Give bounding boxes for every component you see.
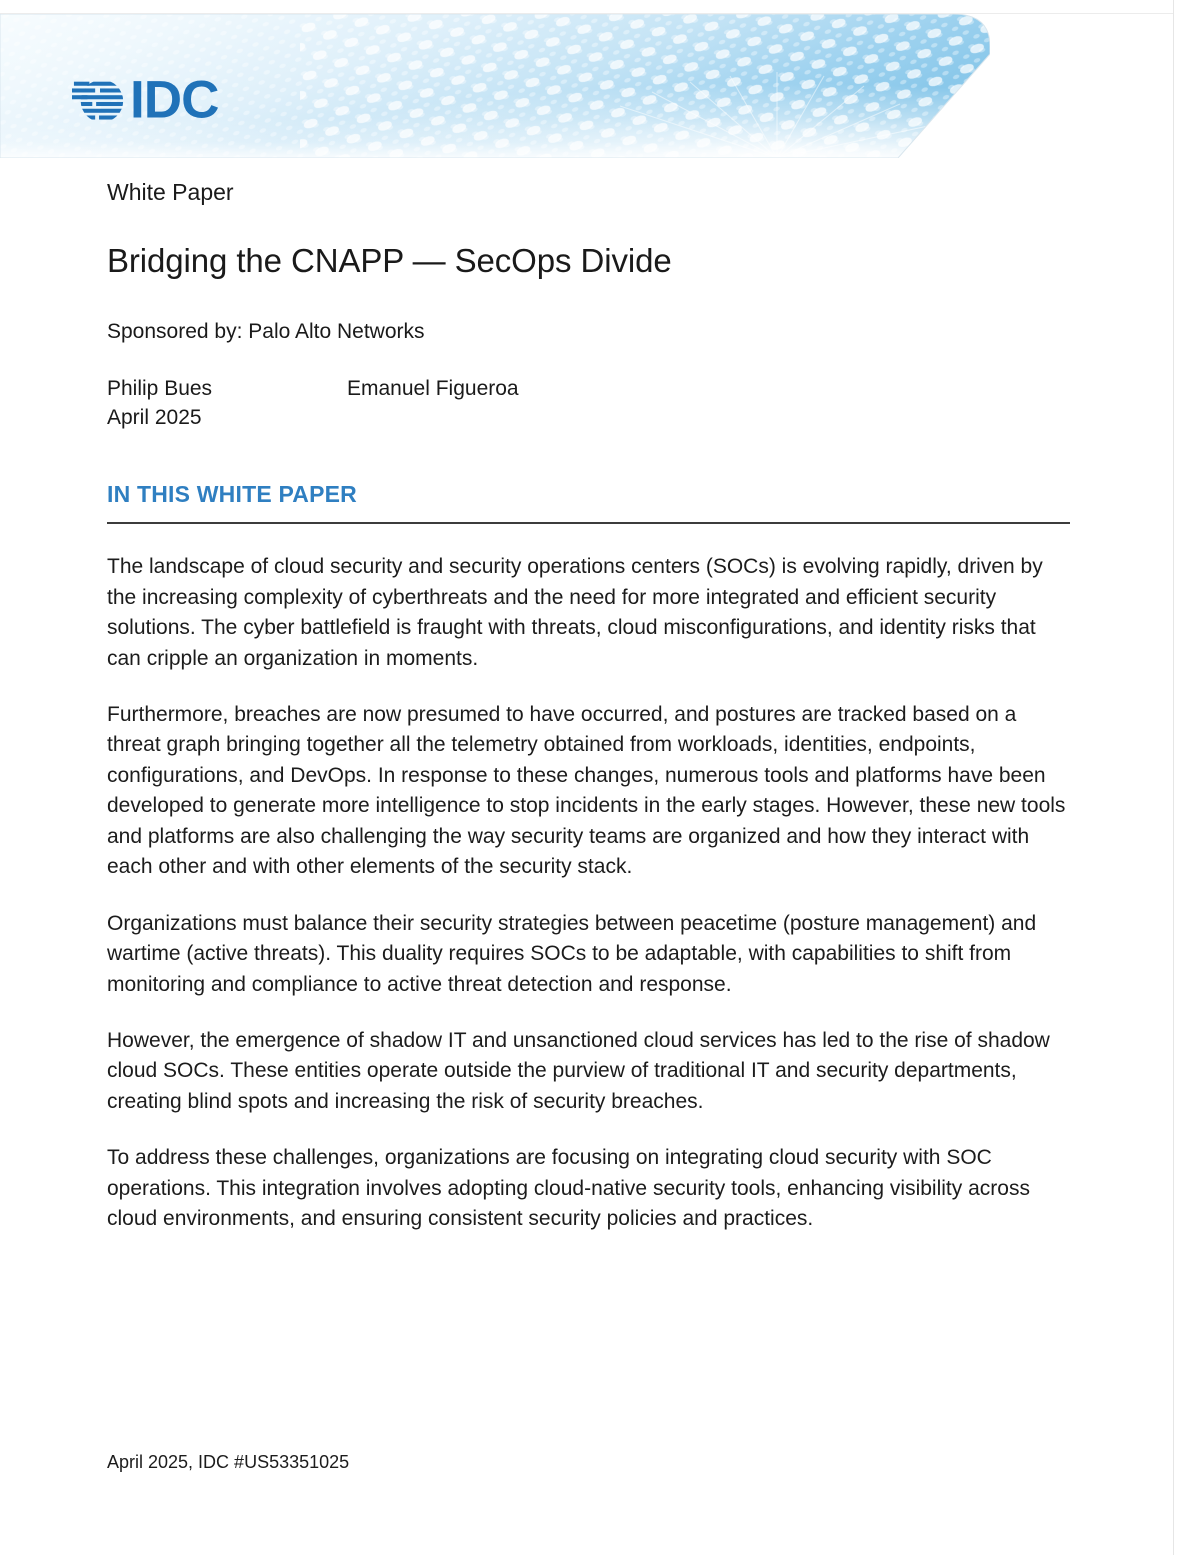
section-heading: IN THIS WHITE PAPER bbox=[107, 481, 357, 508]
document-kicker: White Paper bbox=[107, 179, 234, 205]
svg-text:IDC: IDC bbox=[130, 73, 219, 129]
author-primary: Philip Bues bbox=[107, 376, 213, 400]
section-divider bbox=[107, 522, 1070, 524]
idc-wordmark bbox=[130, 73, 273, 129]
page-title: Bridging the CNAPP — SecOps Divide bbox=[107, 241, 672, 279]
body-paragraph: Furthermore, breaches are now presumed to have occurred, and postures are tracked based on a threat graph bringing together all the telemetry obtained from workloads, identities, endpoints, configurations, and DevOps. In response to these changes, numerous tools and platforms have been developed to generate more intelligence to stop incidents in the early stages. However, these new tools and platforms are also challenging the way security teams are organized and how they interact with each other and with other elements of the security stack. bbox=[107, 703, 1066, 879]
byline-authors-row bbox=[107, 374, 1073, 404]
body-paragraph: Organizations must balance their security strategies between peacetime (posture management) and wartime (active threats). This duality requires SOCs to be adaptable, with capabilities to shift from monitoring and compliance to active threat detection and response. bbox=[107, 911, 1037, 996]
byline-date: April 2025 bbox=[107, 406, 202, 430]
sponsor-line: Sponsored by: Palo Alto Networks bbox=[107, 320, 425, 344]
body-paragraph: However, the emergence of shadow IT and unsanctioned cloud services has led to the rise of shadow cloud SOCs. These entities operate outside the purview of traditional IT and security departments, creating blind spots and increasing the risk of security breaches. bbox=[107, 1028, 1050, 1113]
idc-logo bbox=[72, 70, 273, 132]
body-paragraph: To address these challenges, organizations are focusing on integrating cloud security with SOC operations. This integration involves adopting cloud-native security tools, enhancing visibility across cloud environments, and ensuring consistent security policies and practices. bbox=[107, 1146, 1030, 1231]
body-paragraph: The landscape of cloud security and security operations centers (SOCs) is evolving rapidly, driven by the increasing complexity of cyberthreats and the need for more integrated and efficient security solutions. The cyber battlefield is fraught with threats, cloud misconfigurations, and identity risks that can cripple an organization in moments. bbox=[107, 555, 1043, 670]
page-right-edge bbox=[1173, 0, 1174, 1555]
author-secondary: Emanuel Figueroa bbox=[347, 376, 519, 400]
document-content bbox=[107, 178, 1073, 1235]
page-footer: April 2025, IDC #US53351025 bbox=[107, 1452, 350, 1472]
idc-globe-icon bbox=[72, 73, 128, 129]
header-banner bbox=[0, 14, 990, 158]
byline bbox=[107, 374, 1073, 434]
